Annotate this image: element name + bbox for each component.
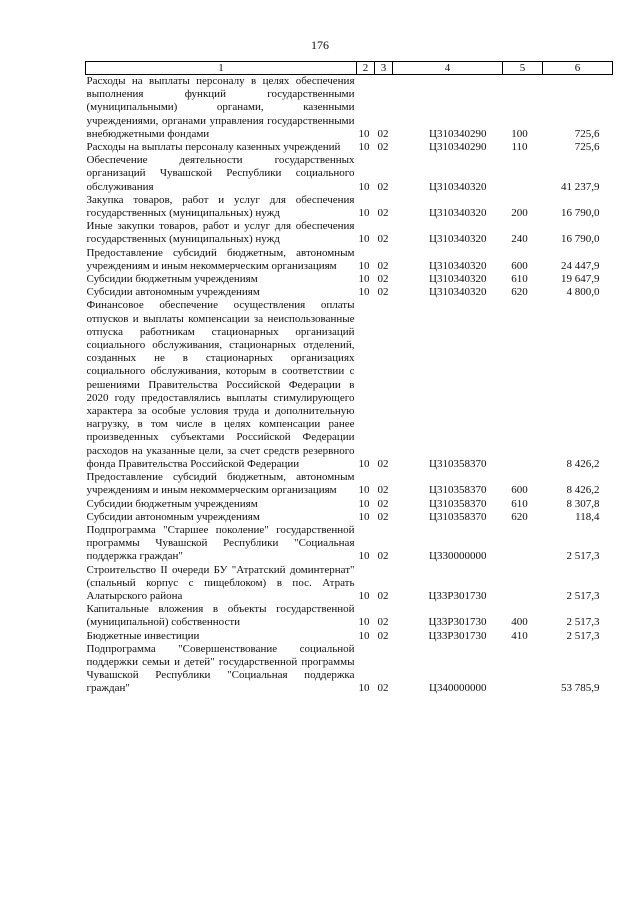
row-subsection-cell: 02: [377, 629, 389, 642]
row-expense-type-cell: [503, 524, 543, 564]
table-row: [86, 564, 613, 604]
budget-table: [85, 61, 613, 696]
table-row: [86, 511, 613, 524]
table-row: [86, 299, 613, 471]
table-row: [86, 471, 613, 497]
row-name-cell: Иные закупки товаров, работ и услуг для обеспечения государственных (муниципальных) нужд: [86, 220, 355, 246]
row-subsection-cell: 02: [377, 233, 389, 246]
row-section-cell: 10: [358, 207, 370, 220]
table-row: [86, 524, 613, 564]
page-number: 176: [311, 38, 329, 52]
row-section-cell: 10: [358, 286, 370, 299]
row-expense-type-cell: 620: [511, 286, 528, 299]
row-expense-type-cell: 100: [511, 127, 528, 140]
row-target-code-cell: Ц310358370: [429, 484, 487, 497]
table-row: [86, 194, 613, 220]
row-expense-type-cell: 110: [511, 141, 528, 154]
column-header-subsection: 3: [375, 62, 393, 75]
row-amount-cell: 2 517,3: [566, 629, 600, 642]
row-amount-cell: 19 647,9: [561, 273, 600, 286]
row-name-cell: Расходы на выплаты персоналу казенных учреждений: [86, 141, 341, 154]
row-section-cell: 10: [358, 497, 370, 510]
row-expense-type-cell: 400: [511, 616, 528, 629]
row-amount-cell: 24 447,9: [561, 259, 600, 272]
row-expense-type-cell: [503, 564, 543, 604]
table-row: [86, 220, 613, 246]
row-name-cell: Субсидии бюджетным учреждениям: [86, 497, 258, 510]
row-subsection-cell: 02: [377, 259, 389, 272]
row-section-cell: 10: [358, 127, 370, 140]
row-section-cell: 10: [358, 550, 370, 563]
row-target-code-cell: Ц310340320: [429, 233, 487, 246]
row-amount-cell: 4 800,0: [566, 286, 600, 299]
row-amount-cell: 8 426,2: [566, 457, 600, 470]
row-subsection-cell: 02: [377, 286, 389, 299]
table-row: [86, 498, 613, 511]
row-target-code-cell: Ц310358370: [429, 497, 487, 510]
row-expense-type-cell: 610: [511, 273, 528, 286]
row-amount-cell: 53 785,9: [561, 682, 600, 695]
row-target-code-cell: Ц310340320: [429, 273, 487, 286]
row-amount-cell: 16 790,0: [561, 207, 600, 220]
row-target-code-cell: Ц310340320: [429, 286, 487, 299]
row-name-cell: Расходы на выплаты персоналу в целях обеспечения выполнения функций государственными (муниципальными) органами, казенными учреждениями, органами управления государственными внебюджетными фондами: [86, 75, 355, 140]
row-section-cell: 10: [358, 682, 370, 695]
row-target-code-cell: Ц33Р301730: [428, 589, 487, 602]
row-amount-cell: 725,6: [574, 127, 600, 140]
row-name-cell: Финансовое обеспечение осуществления оплаты отпусков и выплаты компенсации за неиспользованные отпуска работникам стационарных организаций социального обслуживания, стационарных отделений, созданных не в стационарных организациях социального обслуживания, которым в соответствии с решениями Правительства Российской Федерации в 2020 году предоставлялись выплаты стимулирующего характера за особые условия труда и дополнительную нагрузку, в том числе в целях компенсации ранее произведенных субъектами Российской Федерации расходов на указанные цели, за счет средств резервного фонда Правительства Российской Федерации: [86, 299, 355, 470]
table-row: [86, 630, 613, 643]
row-name-cell: Подпрограмма "Совершенствование социальной поддержки семьи и детей" государственной программы Чувашской Республики "Социальная поддержка граждан": [86, 642, 355, 695]
row-subsection-cell: 02: [377, 273, 389, 286]
row-subsection-cell: 02: [377, 141, 389, 154]
row-amount-cell: 2 517,3: [566, 616, 600, 629]
row-expense-type-cell: [503, 643, 543, 696]
row-subsection-cell: 02: [377, 510, 389, 523]
row-expense-type-cell: 610: [511, 497, 528, 510]
row-amount-cell: 41 237,9: [561, 180, 600, 193]
table-header-row: [86, 62, 613, 75]
row-expense-type-cell: [503, 154, 543, 194]
row-subsection-cell: 02: [377, 497, 389, 510]
row-section-cell: 10: [358, 589, 370, 602]
row-section-cell: 10: [358, 457, 370, 470]
row-name-cell: Строительство II очереди БУ "Атратский доминтернат" (спальный корпус с пищеблоком) в пос. Атрать Алатырского района: [86, 563, 355, 602]
row-section-cell: 10: [358, 180, 370, 193]
row-name-cell: Закупка товаров, работ и услуг для обеспечения государственных (муниципальных) нужд: [86, 193, 355, 220]
table-row: [86, 75, 613, 142]
row-target-code-cell: Ц310358370: [429, 510, 487, 523]
row-name-cell: Предоставление субсидий бюджетным, автономным учреждениям и иным некоммерческим организациям: [86, 471, 355, 497]
row-subsection-cell: 02: [377, 457, 389, 470]
row-subsection-cell: 02: [377, 484, 389, 497]
row-section-cell: 10: [358, 233, 370, 246]
row-amount-cell: 725,6: [574, 141, 600, 154]
row-expense-type-cell: 600: [511, 259, 528, 272]
row-name-cell: Предоставление субсидий бюджетным, автономным учреждениям и иным некоммерческим организациям: [86, 246, 355, 272]
table-row: [86, 603, 613, 629]
column-header-name: 1: [86, 62, 357, 75]
row-amount-cell: 8 307,8: [566, 497, 600, 510]
table-row: [86, 273, 613, 286]
table-row: [86, 154, 613, 194]
row-expense-type-cell: [503, 299, 543, 471]
row-section-cell: 10: [358, 629, 370, 642]
row-name-cell: Обеспечение деятельности государственных организаций Чувашской Республики социального обслуживания: [86, 154, 355, 193]
row-expense-type-cell: 240: [511, 233, 528, 246]
row-subsection-cell: 02: [377, 616, 389, 629]
table-row: [86, 247, 613, 273]
row-amount-cell: 2 517,3: [566, 589, 600, 602]
row-name-cell: Капитальные вложения в объекты государственной (муниципальной) собственности: [86, 603, 355, 629]
row-section-cell: 10: [358, 141, 370, 154]
table-row: [86, 141, 613, 154]
row-target-code-cell: Ц310358370: [429, 457, 487, 470]
column-header-amount: 6: [543, 62, 613, 75]
row-name-cell: Субсидии автономным учреждениям: [86, 286, 260, 299]
row-target-code-cell: Ц310340290: [429, 127, 487, 140]
row-section-cell: 10: [358, 510, 370, 523]
column-header-expense-type: 5: [503, 62, 543, 75]
row-expense-type-cell: 410: [511, 629, 528, 642]
row-target-code-cell: Ц310340320: [429, 259, 487, 272]
row-amount-cell: 118,4: [575, 510, 600, 523]
row-name-cell: Субсидии бюджетным учреждениям: [86, 273, 258, 286]
row-subsection-cell: 02: [377, 682, 389, 695]
row-section-cell: 10: [358, 484, 370, 497]
row-subsection-cell: 02: [377, 207, 389, 220]
table-row: [86, 286, 613, 299]
row-subsection-cell: 02: [377, 550, 389, 563]
row-subsection-cell: 02: [377, 180, 389, 193]
row-target-code-cell: Ц33Р301730: [428, 616, 487, 629]
row-amount-cell: 2 517,3: [566, 550, 600, 563]
row-amount-cell: 8 426,2: [566, 484, 600, 497]
row-section-cell: 10: [358, 259, 370, 272]
table-row: [86, 643, 613, 696]
row-amount-cell: 16 790,0: [561, 233, 600, 246]
row-target-code-cell: Ц310340290: [429, 141, 487, 154]
row-name-cell: Субсидии автономным учреждениям: [86, 510, 260, 523]
row-name-cell: Бюджетные инвестиции: [86, 629, 200, 642]
row-expense-type-cell: 200: [511, 207, 528, 220]
column-header-target-code: 4: [393, 62, 503, 75]
row-subsection-cell: 02: [377, 589, 389, 602]
column-header-section: 2: [357, 62, 375, 75]
row-target-code-cell: Ц310340320: [429, 180, 487, 193]
row-target-code-cell: Ц330000000: [429, 550, 487, 563]
row-expense-type-cell: 600: [511, 484, 528, 497]
row-target-code-cell: Ц33Р301730: [428, 629, 487, 642]
row-expense-type-cell: 620: [511, 510, 528, 523]
row-subsection-cell: 02: [377, 127, 389, 140]
table-body: [86, 75, 613, 696]
row-target-code-cell: Ц310340320: [429, 207, 487, 220]
row-section-cell: 10: [358, 616, 370, 629]
row-target-code-cell: Ц340000000: [429, 682, 487, 695]
row-name-cell: Подпрограмма "Старшее поколение" государственной программы Чувашской Республики "Социальная поддержка граждан": [86, 523, 355, 563]
row-section-cell: 10: [358, 273, 370, 286]
